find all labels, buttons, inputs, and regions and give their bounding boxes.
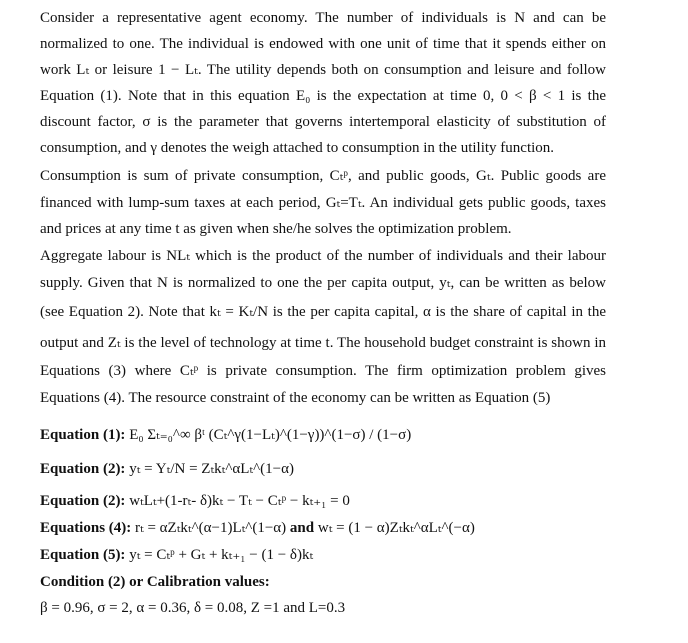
equation-4-label: Equations (4): xyxy=(40,520,132,536)
equation-4 xyxy=(40,519,475,537)
paragraph-1-line-3: work Lₜ or leisure 1 − Lₜ. The utility depends both on consumption and leisure and follow xyxy=(40,62,606,78)
equation-3-body: wₜLₜ+(1-rₜ- δ)kₜ − Tₜ − Cₜᵖ − kₜ₊₁ = 0 xyxy=(129,493,350,509)
equation-2-label: Equation (2): xyxy=(40,461,126,477)
paragraph-2-line-2: financed with lump-sum taxes at each period, Gₜ=Tₜ. An individual gets public goods, taxes xyxy=(40,195,606,211)
calibration-heading: Condition (2) or Calibration values: xyxy=(40,574,270,590)
equation-2-body: yₜ = Yₜ/N = Zₜkₜ^αLₜ^(1−α) xyxy=(129,461,294,477)
equation-4-and: and xyxy=(289,520,315,536)
paragraph-2-line-1: Consumption is sum of private consumption, Cₜᵖ, and public goods, Gₜ. Public goods are xyxy=(40,168,606,184)
paragraph-1-line-5: discount factor, σ is the parameter that governs intertemporal elasticity of substitution of xyxy=(40,114,606,130)
equation-5 xyxy=(40,546,313,564)
paragraph-3-line-2: supply. Given that N is normalized to one the per capita output, yₜ, can be written as below xyxy=(40,275,606,291)
paragraph-1-line-6: consumption, and γ denotes the weigh attached to consumption in the utility function. xyxy=(40,140,555,156)
calibration-values: β = 0.96, σ = 2, α = 0.36, δ = 0.08, Z =1 and L=0.3 xyxy=(40,600,346,616)
equation-3-label: Equation (2): xyxy=(40,493,126,509)
equation-5-label: Equation (5): xyxy=(40,547,126,563)
paragraph-3-line-6: Equations (4). The resource constraint of the economy can be written as Equation (5) xyxy=(40,390,551,406)
equation-5-body: yₜ = Cₜᵖ + Gₜ + kₜ₊₁ − (1 − δ)kₜ xyxy=(129,547,314,563)
paragraph-3-line-4: output and Zₜ is the level of technology at time t. The household budget constraint is shown in xyxy=(40,335,606,351)
equation-1-body: E₀ Σₜ₌₀^∞ βᵗ (Cₜ^γ(1−Lₜ)^(1−γ))^(1−σ) / (1−σ) xyxy=(129,427,412,443)
paragraph-3-line-3: (see Equation 2). Note that kₜ = Kₜ/N is the per capita capital, α is the share of capital in the xyxy=(40,304,606,320)
equation-4-body: rₜ = αZₜkₜ^(α−1)Lₜ^(1−α) xyxy=(135,520,287,536)
equation-2 xyxy=(40,460,294,478)
paragraph-3-line-5: Equations (3) where Cₜᵖ is private consumption. The firm optimization problem gives xyxy=(40,363,606,379)
equation-3 xyxy=(40,492,350,510)
paragraph-1-line-4: Equation (1). Note that in this equation E₀ is the expectation at time 0, 0 < β < 1 is the xyxy=(40,88,606,104)
paragraph-2-line-3: and prices at any time t as given when she/he solves the optimization problem. xyxy=(40,221,512,237)
paragraph-3-line-1: Aggregate labour is NLₜ which is the product of the number of individuals and their labour xyxy=(40,248,606,264)
equation-1 xyxy=(40,426,411,444)
paragraph-1-line-1: Consider a representative agent economy. The number of individuals is N and can be xyxy=(40,10,606,26)
equation-1-label: Equation (1): xyxy=(40,427,126,443)
equation-4-body-2: wₜ = (1 − α)Zₜkₜ^αLₜ^(−α) xyxy=(317,520,475,536)
paragraph-1-line-2: normalized to one. The individual is endowed with one unit of time that it spends either on xyxy=(40,36,606,52)
